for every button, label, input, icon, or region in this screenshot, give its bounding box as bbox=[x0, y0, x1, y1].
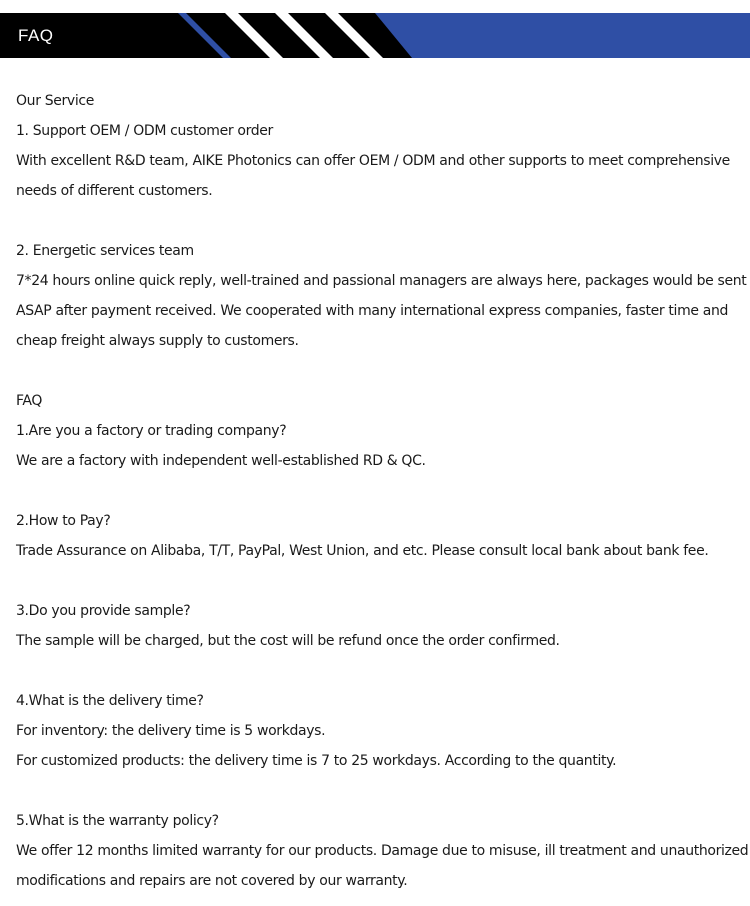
faq-banner bbox=[0, 13, 750, 58]
banner-blue-panel bbox=[375, 13, 750, 58]
faq-question: 4.What is the delivery time? bbox=[16, 693, 204, 709]
faq-question: 1.Are you a factory or trading company? bbox=[16, 423, 287, 439]
service-heading: Our Service bbox=[16, 93, 94, 109]
faq-heading: FAQ bbox=[16, 393, 43, 409]
spacer bbox=[16, 476, 738, 506]
spacer bbox=[16, 206, 738, 236]
service-item-text: needs of different customers. bbox=[16, 183, 213, 199]
service-item-text: 7*24 hours online quick reply, well-trained and passional managers are always here, packages would be sent bbox=[16, 273, 747, 289]
banner-title: FAQ bbox=[18, 26, 54, 45]
faq-answer: We offer 12 months limited warranty for our products. Damage due to misuse, ill treatment and unauthorized bbox=[16, 843, 749, 859]
spacer bbox=[16, 566, 738, 596]
service-item-text: With excellent R&D team, AIKE Photonics can offer OEM / ODM and other supports to meet comprehensive bbox=[16, 153, 730, 169]
spacer bbox=[16, 776, 738, 806]
banner-graphic bbox=[0, 13, 750, 58]
faq-answer: modifications and repairs are not covered by our warranty. bbox=[16, 873, 408, 889]
service-item-text: cheap freight always supply to customers. bbox=[16, 333, 299, 349]
spacer bbox=[16, 356, 738, 386]
service-item-text: ASAP after payment received. We cooperated with many international express companies, faster time and bbox=[16, 303, 729, 319]
faq-answer: We are a factory with independent well-established RD & QC. bbox=[16, 453, 426, 469]
faq-question: 2.How to Pay? bbox=[16, 513, 111, 529]
faq-question: 3.Do you provide sample? bbox=[16, 603, 191, 619]
faq-answer: For inventory: the delivery time is 5 workdays. bbox=[16, 723, 326, 739]
service-item-title: 2. Energetic services team bbox=[16, 243, 194, 259]
spacer bbox=[16, 656, 738, 686]
faq-answer: Trade Assurance on Alibaba, T/T, PayPal, West Union, and etc. Please consult local bank about bank fee. bbox=[16, 543, 709, 559]
service-item-title: 1. Support OEM / ODM customer order bbox=[16, 123, 273, 139]
faq-question: 5.What is the warranty policy? bbox=[16, 813, 219, 829]
faq-answer: For customized products: the delivery time is 7 to 25 workdays. According to the quantity. bbox=[16, 753, 617, 769]
faq-content bbox=[16, 86, 749, 896]
faq-answer: The sample will be charged, but the cost will be refund once the order confirmed. bbox=[16, 633, 560, 649]
